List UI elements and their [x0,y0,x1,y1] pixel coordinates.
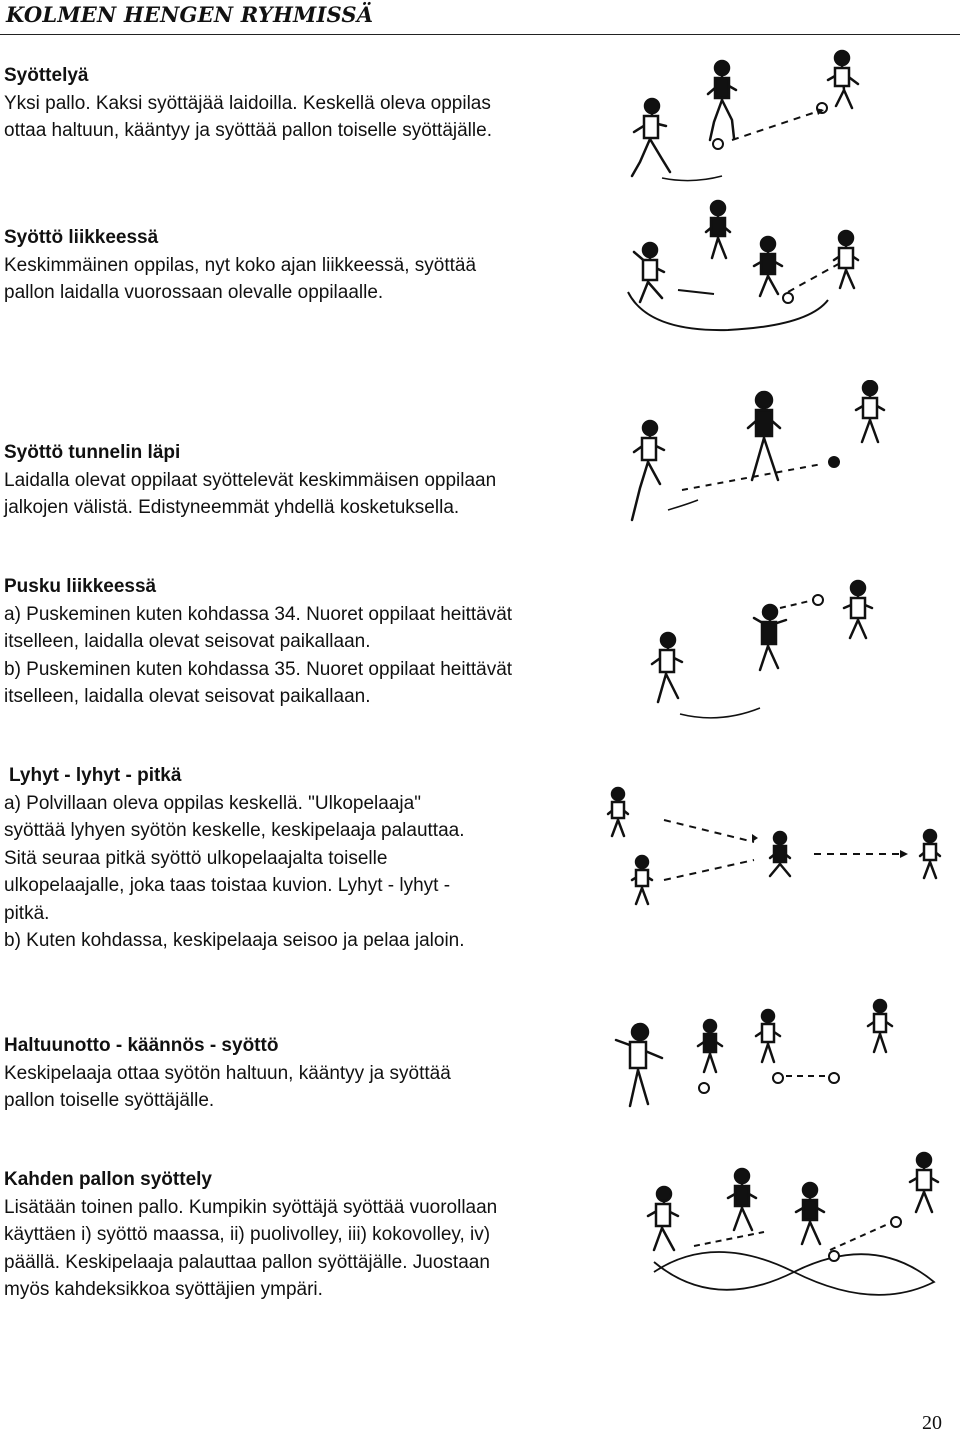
page-header-title: KOLMEN HENGEN RYHMISSÄ [6,2,374,27]
section-title: Lyhyt - lyhyt - pitkä [9,765,182,786]
illustration-tunnel-pass [622,380,892,530]
section-line: päällä. Keskipelaaja palauttaa pallon syöttäjälle. Juostaan [4,1251,490,1273]
section-title: Syöttelyä [4,65,89,86]
section-title: Kahden pallon syöttely [4,1169,212,1190]
section-line: itselleen, laidalla olevat seisovat paikallaan. [4,686,371,707]
section-line: myös kahdeksikkoa syöttäjien ympäri. [4,1279,323,1300]
section-syotto-tunnelin-lapi [4,439,620,522]
section-title: Haltuunotto - käännös - syöttö [4,1035,279,1056]
section-line: pallon laidalla vuorossaan olevalle oppilaalle. [4,282,384,303]
section-line: a) Puskeminen kuten kohdassa 34. Nuoret oppilaat heittävät [4,603,513,625]
illustration-short-short-long [604,780,954,920]
section-pusku-liikkeessa [4,573,636,711]
section-haltuunotto [4,1032,592,1115]
illustration-passing-drill [622,44,872,189]
section-line: pitkä. [4,902,50,924]
header-divider [0,34,960,35]
section-line: syöttää lyhyen syötön keskelle, keskipelaaja palauttaa. [4,820,465,841]
section-line: itselleen, laidalla olevat seisovat paikallaan. [4,631,371,652]
page-number: 20 [922,1412,942,1434]
section-line: Sitä seuraa pitkä syöttö ulkopelaajalta toiselle [4,847,388,869]
section-title: Syöttö liikkeessä [4,227,159,248]
illustration-passing-in-motion [618,192,868,342]
section-line: ottaa haltuun, kääntyy ja syöttää pallon toiselle syöttäjälle. [4,120,492,141]
section-lyhyt-lyhyt-pitka [4,762,578,955]
section-line: ulkopelaajalle, joka taas toistaa kuvion. Lyhyt - lyhyt - [4,875,451,896]
section-line: Yksi pallo. Kaksi syöttäjää laidoilla. Keskellä oleva oppilas [4,92,491,114]
section-title: Syöttö tunnelin läpi [4,442,181,463]
section-kahden-pallon-syottely [4,1166,628,1304]
section-syotto-liikkeessa [4,224,616,307]
illustration-heading-in-motion [640,578,880,730]
section-title: Pusku liikkeessä [4,576,157,597]
illustration-two-ball-passing [634,1150,954,1300]
section-line: Keskimmäinen oppilas, nyt koko ajan liikkeessä, syöttää [4,254,477,276]
section-line: jalkojen välistä. Edistyneemmät yhdellä kosketuksella. [4,497,460,518]
section-line: käyttäen i) syöttö maassa, ii) puolivolley, iii) kokovolley, iv) [4,1224,491,1245]
section-line: Laidalla olevat oppilaat syöttelevät keskimmäisen oppilaan [4,469,497,491]
section-line: b) Kuten kohdassa, keskipelaaja seisoo ja pelaa jaloin. [4,930,465,951]
section-line: Lisätään toinen pallo. Kumpikin syöttäjä syöttää vuorollaan [4,1196,498,1218]
section-line: a) Polvillaan oleva oppilas keskellä. "Ulkopelaaja" [4,792,421,814]
section-syottelya [4,62,620,145]
section-line: pallon toiselle syöttäjälle. [4,1090,215,1111]
illustration-control-turn-pass [600,996,900,1144]
section-line: Keskipelaaja ottaa syötön haltuun, kääntyy ja syöttää [4,1062,451,1084]
section-line: b) Puskeminen kuten kohdassa 35. Nuoret oppilaat heittävät [4,658,513,680]
